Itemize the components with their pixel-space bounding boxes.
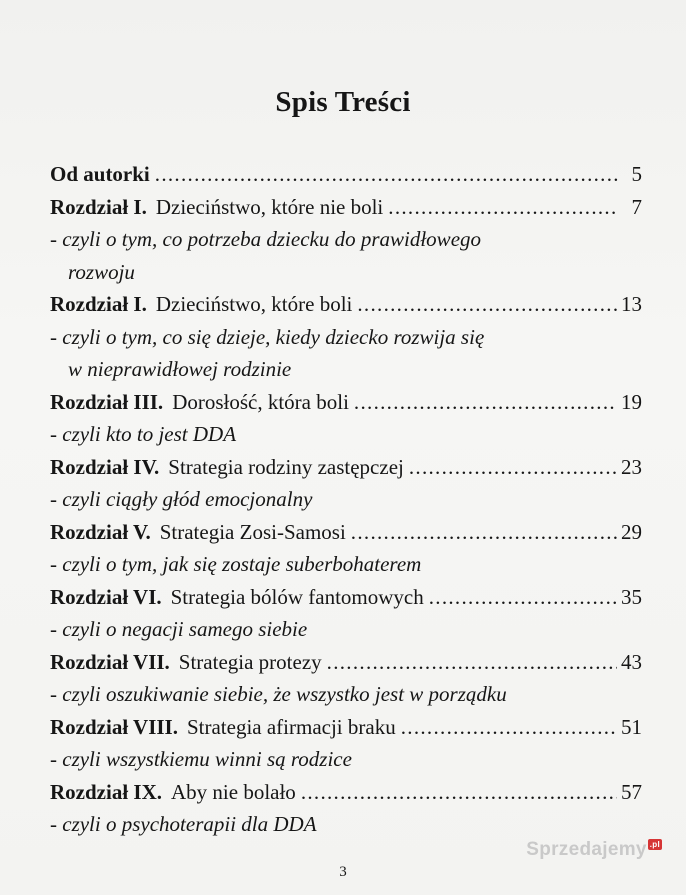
toc-entry-page: 51 [621, 714, 642, 739]
toc-entry-chapter: Rozdział VII. [50, 649, 170, 674]
toc-entry-subtitle: - czyli wszystkiemu winni są rodzice [50, 747, 352, 771]
toc-entry-chapter: Od autorki [50, 162, 150, 186]
toc-entry [50, 158, 642, 191]
toc-leader-dots [357, 288, 617, 321]
toc-entry [50, 776, 642, 809]
toc-leader-dots [301, 776, 617, 809]
toc-entry-page: 35 [621, 584, 642, 609]
toc-leader-dots [351, 516, 617, 549]
toc-entry [50, 386, 642, 419]
page-title: Spis Treści [275, 86, 411, 118]
toc-entry-chapter: Rozdział IV. [50, 454, 160, 479]
toc-leader-dots [155, 158, 618, 191]
toc-leader-dots [354, 386, 617, 419]
toc-entry [50, 191, 642, 224]
toc-entry-subtitle: rozwoju [68, 259, 135, 284]
toc-entry-title: Aby nie bolało [171, 779, 296, 804]
watermark-badge: .pl [649, 840, 660, 849]
watermark-logo [526, 839, 662, 861]
toc-entry-page: 57 [621, 779, 642, 804]
toc-entry-title: Strategia afirmacji braku [186, 714, 396, 739]
toc-leader-dots [429, 581, 617, 614]
toc-entry-subtitle: - czyli oszukiwanie siebie, że wszystko jest w porządku [50, 682, 507, 706]
toc-entry-page: 7 [631, 194, 642, 219]
toc-entry-title: Strategia Zosi-Samosi [159, 519, 346, 544]
toc-leader-dots [409, 451, 617, 484]
toc-entry-subtitle: - czyli o tym, co się dzieje, kiedy dziecko rozwija się [50, 324, 485, 349]
toc-leader-dots [401, 711, 617, 744]
toc-entry-title: Dzieciństwo, które nie boli [155, 194, 384, 219]
toc-entry-subtitle: - czyli o tym, co potrzeba dziecku do prawidłowego [50, 227, 482, 251]
toc-entry-page: 5 [631, 162, 642, 186]
toc-entry-title: Dzieciństwo, które boli [155, 292, 353, 316]
toc-entry-title: Strategia protezy [178, 649, 322, 674]
toc-entry-subtitle: - czyli kto to jest DDA [50, 422, 237, 446]
toc-entry-chapter: Rozdział I. [50, 292, 147, 316]
toc-entry-chapter: Rozdział V. [50, 519, 151, 544]
toc-entry-subtitle: - czyli o psychoterapii dla DDA [50, 812, 317, 836]
toc-entry-title: Dorosłość, która boli [172, 389, 349, 414]
toc-entry-title: Strategia bólów fantomowych [170, 584, 424, 609]
toc-entry-subtitle: - czyli o tym, jak się zostaje suberbohaterem [50, 552, 422, 576]
toc-entry-chapter: Rozdział VI. [50, 584, 162, 609]
toc-entry-page: 23 [621, 454, 642, 479]
toc-entry-page: 29 [621, 519, 642, 544]
toc-entry [50, 711, 642, 744]
toc-entry [50, 516, 642, 549]
toc-leader-dots [327, 646, 617, 679]
toc-entry-page: 13 [621, 292, 642, 316]
toc-entry [50, 646, 642, 679]
toc-entry-page: 43 [621, 649, 642, 674]
toc-entry-chapter: Rozdział III. [50, 389, 164, 414]
toc-entry-subtitle: w nieprawidłowej rodzinie [68, 357, 292, 381]
toc-leader-dots [388, 191, 618, 224]
page-number: 3 [339, 864, 347, 880]
toc-entry-page: 19 [621, 389, 642, 414]
watermark-text: Sprzedajemy [526, 839, 647, 860]
toc-entry [50, 581, 642, 614]
toc-entry-title: Strategia rodziny zastępczej [168, 454, 404, 479]
table-of-contents [50, 158, 642, 841]
toc-entry-chapter: Rozdział I. [50, 194, 147, 219]
toc-entry [50, 451, 642, 484]
toc-entry [50, 288, 642, 321]
toc-entry-chapter: Rozdział IX. [50, 779, 162, 804]
toc-entry-subtitle: - czyli o negacji samego siebie [50, 617, 308, 641]
toc-entry-subtitle: - czyli ciągły głód emocjonalny [50, 487, 313, 511]
toc-entry-chapter: Rozdział VIII. [50, 714, 178, 739]
